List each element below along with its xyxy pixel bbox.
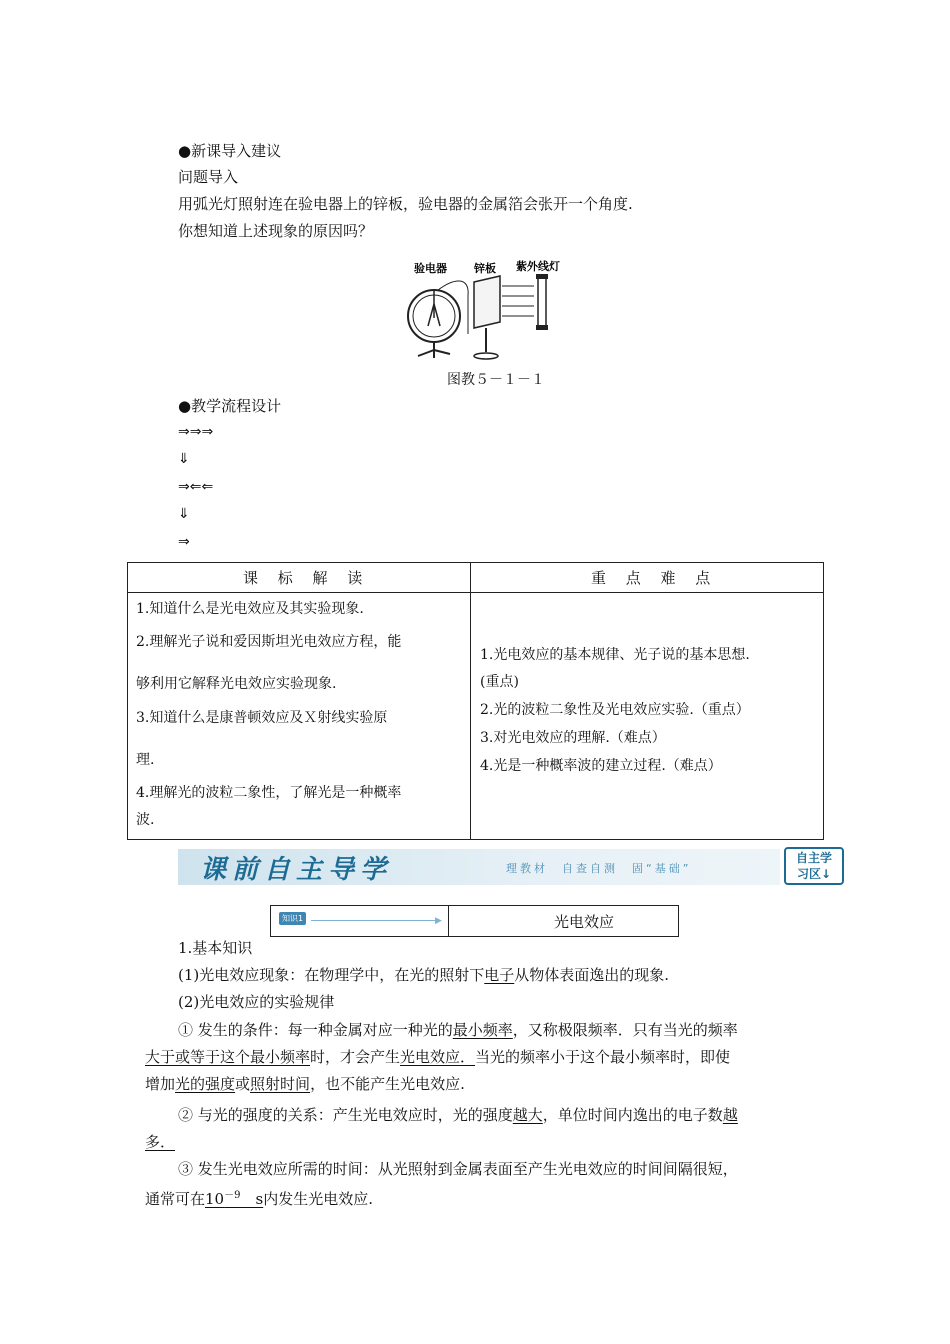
text: ② 与光的强度的关系：产生光电效应时，光的强度 <box>178 1106 513 1124</box>
knowledge-point-box <box>270 905 679 937</box>
flow-heading: ●教学流程设计 <box>178 397 282 415</box>
banner-slogan: 理教材 自查自测 固“基础” <box>506 862 692 875</box>
text: ① 发生的条件：每一种金属对应一种光的 <box>178 1021 453 1039</box>
exponent-base: 10 <box>205 1190 225 1208</box>
text: ，也不能产生光电效应. <box>310 1075 465 1093</box>
answer-blank: 越大 <box>512 1106 543 1124</box>
tag-line <box>311 920 437 921</box>
answer-blank: 越 <box>722 1106 738 1124</box>
intro-line-2: 你想知道上述现象的原因吗？ <box>178 222 374 240</box>
flow-row: ⇓ <box>178 506 190 522</box>
paragraph <box>145 1046 730 1068</box>
table-cell-right: (重点) <box>480 674 519 690</box>
paragraph: ③ 发生光电效应所需的时间：从光照射到金属表面至产生光电效应的时间间隔很短， <box>178 1160 738 1178</box>
curriculum-table <box>127 562 824 840</box>
table-cell-right: 2.光的波粒二象性及光电效应实验.（重点） <box>480 702 750 718</box>
answer-blank: 多． <box>145 1133 176 1151</box>
banner-title: 课前自主导学 <box>200 855 393 885</box>
table-cell-left: 够利用它解释光电效应实验现象. <box>136 676 337 692</box>
table-cell-left: 1.知道什么是光电效应及其实验现象. <box>136 601 364 617</box>
flow-row: ⇓ <box>178 451 190 467</box>
uv-lamp <box>538 278 546 326</box>
text: 增加 <box>145 1075 176 1093</box>
table-cell-left: 理. <box>136 752 155 768</box>
self-study-badge <box>784 847 844 885</box>
table-cell-left: 波. <box>136 812 155 828</box>
table-header-key-points: 重 点 难 点 <box>591 569 711 587</box>
table-cell-right: 1.光电效应的基本规律、光子说的基本思想. <box>480 647 750 663</box>
text: 当光的频率小于这个最小频率时，即使 <box>475 1048 731 1066</box>
table-header-standards: 课 标 解 读 <box>243 569 363 587</box>
badge-line: 习区↓ <box>796 867 832 881</box>
answer-blank: 电子 <box>484 966 515 984</box>
figure-caption: 图教５－１－１ <box>447 372 545 388</box>
label-zinc-plate: 锌板 <box>474 262 496 275</box>
electroscope-figure <box>404 256 584 368</box>
text: 从物体表面逸出的现象. <box>514 966 670 984</box>
subsection-heading: (2)光电效应的实验规律 <box>178 993 335 1011</box>
table-cell-left: 2.理解光子说和爱因斯坦光电效应方程，能 <box>136 634 402 650</box>
text: ，单位时间内逸出的电子数 <box>542 1106 723 1124</box>
answer-blank: 大于或等于这个最小频率 <box>145 1048 311 1066</box>
electroscope-illustration <box>404 256 584 368</box>
electroscope-leaf <box>434 304 440 326</box>
box-divider <box>448 906 449 936</box>
section-banner <box>178 843 846 888</box>
text: ，又称极限频率．只有当光的频率 <box>512 1021 738 1039</box>
text: (1)光电效应现象：在物理学中，在光的照射下 <box>178 966 485 984</box>
label-electroscope: 验电器 <box>414 262 447 275</box>
exponent: －9 <box>224 1190 241 1201</box>
knowledge-name: 光电效应 <box>554 913 615 931</box>
text: 通常可在 <box>145 1190 206 1208</box>
answer-blank <box>205 1190 263 1208</box>
table-cell-right: 3.对光电效应的理解.（难点） <box>480 730 666 746</box>
answer-blank: 照射时间 <box>250 1075 311 1093</box>
paragraph <box>178 964 669 986</box>
intro-heading: ●新课导入建议 <box>178 142 282 160</box>
flow-row: ⇒⇐⇐ <box>178 479 214 495</box>
zinc-plate <box>474 276 500 328</box>
label-uv-lamp: 紫外线灯 <box>516 260 560 273</box>
answer-blank: 光的强度 <box>175 1075 236 1093</box>
paragraph <box>145 1073 465 1095</box>
text: 内发生光电效应. <box>263 1190 373 1208</box>
section-basic-knowledge: 1.基本知识 <box>178 939 253 957</box>
answer-blank: 光电效应． <box>400 1048 476 1066</box>
table-cell-left: 4.理解光的波粒二象性，了解光是一种概率 <box>136 785 402 801</box>
table-divider <box>128 592 823 593</box>
answer-blank: 最小频率 <box>452 1021 513 1039</box>
intro-subheading: 问题导入 <box>178 168 239 186</box>
table-cell-left: 3.知道什么是康普顿效应及Ｘ射线实验原 <box>136 710 388 726</box>
text: 时，才会产生 <box>310 1048 401 1066</box>
knowledge-tag: 知识1 <box>279 912 306 925</box>
light-rays <box>502 286 534 316</box>
flow-row: ⇒⇒⇒ <box>178 424 214 440</box>
table-divider <box>470 563 471 839</box>
table-cell-right: 4.光是一种概率波的建立过程.（难点） <box>480 758 722 774</box>
flow-row: ⇒ <box>178 534 190 550</box>
paragraph <box>145 1185 373 1210</box>
paragraph <box>178 1104 738 1126</box>
arrow-right-icon: ▶ <box>435 916 442 926</box>
badge-line: 自主学 <box>795 851 832 865</box>
text: 或 <box>235 1075 251 1093</box>
unit: s <box>240 1190 264 1208</box>
electroscope-leaf <box>428 304 434 326</box>
intro-line-1: 用弧光灯照射连在验电器上的锌板，验电器的金属箔会张开一个角度. <box>178 195 633 213</box>
paragraph <box>145 1131 175 1153</box>
paragraph <box>178 1019 738 1041</box>
